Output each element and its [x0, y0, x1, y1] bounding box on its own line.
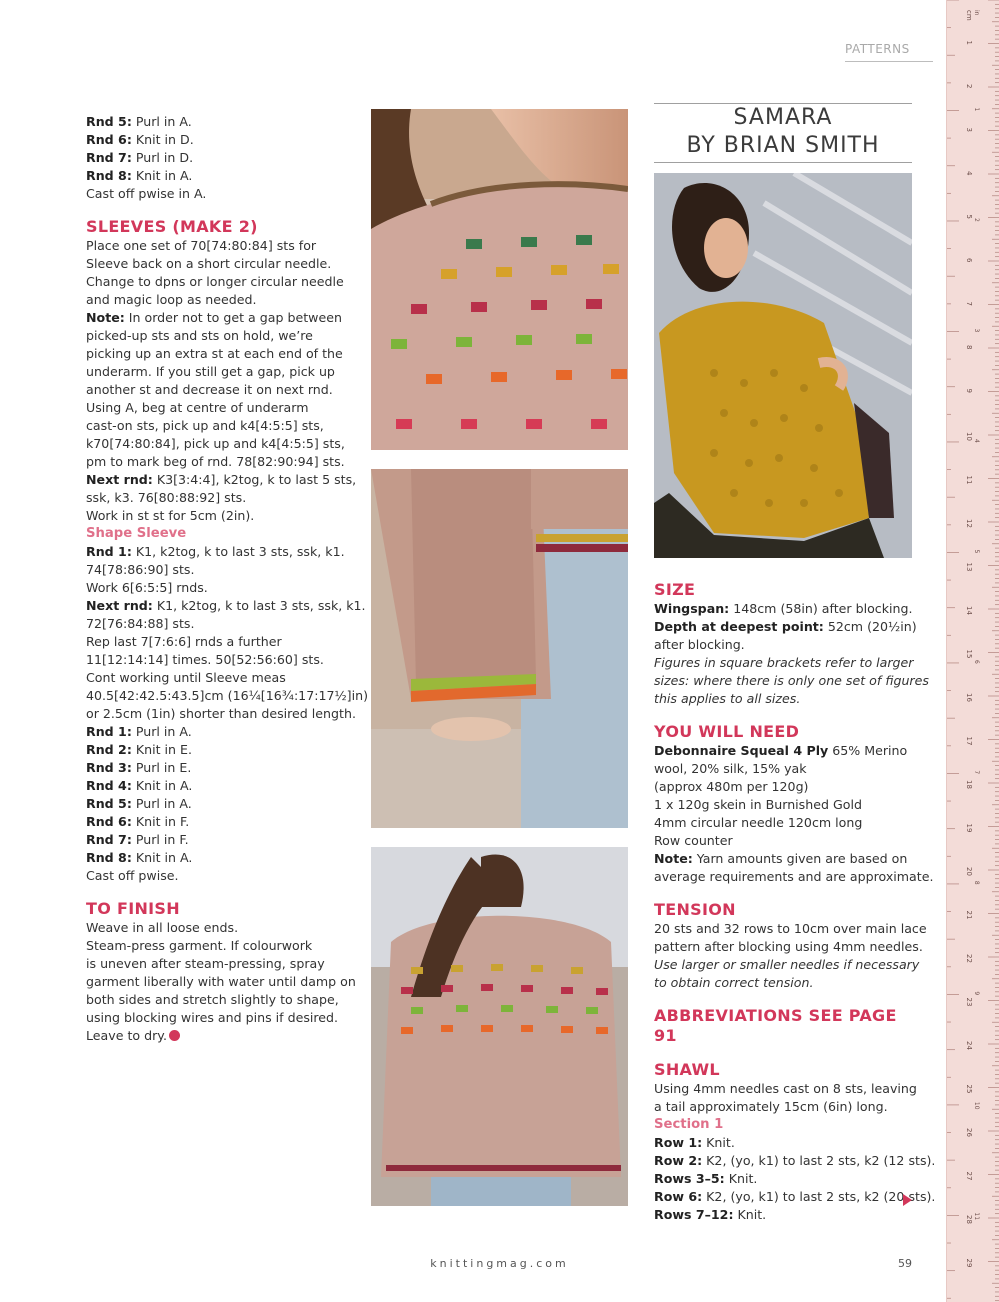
finish-heading: TO FINISH	[86, 899, 180, 918]
line-text: and magic loop as needed.	[86, 292, 257, 307]
text-line	[654, 654, 916, 672]
text-line	[86, 453, 348, 471]
ruler-cm-label: 5	[965, 214, 973, 219]
size-heading: SIZE	[654, 580, 696, 599]
ruler-in-label: 2	[973, 217, 980, 222]
ruler-in-label: 7	[973, 770, 980, 775]
text-line	[654, 742, 916, 760]
text-line	[86, 507, 348, 525]
text-line	[86, 1009, 348, 1027]
page-number: 59	[898, 1257, 912, 1270]
line-text: ssk, k3. 76[80:88:92] sts.	[86, 490, 247, 505]
line-text: Purl in D.	[131, 150, 194, 165]
text-line	[654, 1152, 936, 1170]
tension-lines	[654, 920, 927, 992]
text-line	[86, 185, 348, 203]
shape-sleeve-lines	[86, 543, 368, 885]
ruler-cm-label: 17	[965, 736, 973, 746]
text-line	[654, 1080, 916, 1098]
text-line	[654, 974, 916, 992]
text-line	[654, 600, 916, 618]
line-text: Cast off pwise in A.	[86, 186, 207, 201]
ruler-in-label: 1	[973, 107, 980, 112]
text-line	[86, 723, 348, 741]
line-text: pattern after blocking using 4mm needles.	[654, 939, 923, 954]
inline-label: Note:	[86, 310, 125, 325]
ruler-cm-label: 3	[965, 127, 973, 132]
inline-label: Wingspan:	[654, 601, 730, 616]
inline-label: Rnd 1:	[86, 724, 132, 739]
line-text: Knit in A.	[131, 778, 193, 793]
line-text: (approx 480m per 120g)	[654, 779, 809, 794]
line-text: Figures in square brackets refer to larger	[654, 655, 914, 670]
text-line	[86, 1027, 348, 1045]
text-line	[654, 796, 916, 814]
text-line	[86, 131, 348, 149]
line-text: 40.5[42:42.5:43.5]cm (16¼[16¾:17:17½]in)	[86, 688, 368, 703]
line-text: In order not to get a gap between	[124, 310, 342, 325]
side-ruler	[946, 0, 999, 1302]
inline-label: Rnd 8:	[86, 168, 132, 183]
ruler-cm-label: 9	[965, 388, 973, 393]
ruler-cm-label: 6	[965, 258, 973, 263]
inline-label: Row 1:	[654, 1135, 703, 1150]
text-line	[654, 778, 916, 796]
text-line	[86, 237, 348, 255]
ruler-cm-label: 2	[965, 84, 973, 89]
line-text: Work 6[6:5:5] rnds.	[86, 580, 208, 595]
ruler-in-label: 9	[973, 991, 980, 996]
text-line	[86, 435, 348, 453]
finish-lines	[86, 919, 356, 1045]
line-text: 74[78:86:90] sts.	[86, 562, 195, 577]
text-line	[654, 760, 916, 778]
line-text: Steam-press garment. If colourwork	[86, 938, 313, 953]
inline-label: Next rnd:	[86, 598, 153, 613]
text-line	[86, 113, 348, 131]
line-text: Use larger or smaller needles if necessary	[654, 957, 920, 972]
left-text-column	[86, 113, 368, 1045]
ruler-cm-label: 24	[965, 1041, 973, 1050]
photo-sleeve-cuff	[371, 469, 628, 828]
pattern-title: SAMARA	[733, 105, 833, 130]
inline-label: Rnd 7:	[86, 832, 132, 847]
line-text: K1, k2tog, k to last 3 sts, ssk, k1.	[152, 598, 366, 613]
line-text: Leave to dry.	[86, 1028, 167, 1043]
text-line	[86, 149, 348, 167]
inline-label: Rnd 5:	[86, 796, 132, 811]
inline-label: Rows 7–12:	[654, 1207, 734, 1222]
text-line	[86, 399, 348, 417]
inline-label: Debonnaire Squeal 4 Ply	[654, 743, 829, 758]
text-line	[86, 381, 348, 399]
shawl-heading: SHAWL	[654, 1060, 720, 1079]
text-line	[86, 345, 348, 363]
line-text: 11[12:14:14] times. 50[52:56:60] sts.	[86, 652, 324, 667]
text-line	[86, 795, 348, 813]
text-line	[86, 167, 348, 185]
text-line	[654, 636, 916, 654]
photo-yoke-closeup	[371, 109, 628, 450]
line-text: Knit.	[724, 1171, 758, 1186]
line-text: 52cm (20½in)	[823, 619, 917, 634]
ruler-cm-label: 14	[965, 606, 973, 615]
ruler-in-label: 8	[973, 880, 980, 885]
ruler-cm-label: 10	[965, 432, 973, 441]
line-text: k70[74:80:84], pick up and k4[4:5:5] sts,	[86, 436, 345, 451]
line-text: 1 x 120g skein in Burnished Gold	[654, 797, 862, 812]
title-bottom-rule	[654, 162, 912, 163]
line-text: Purl in A.	[131, 114, 192, 129]
shawl-lines	[654, 1080, 916, 1116]
ruler-in-label: 11	[973, 1212, 980, 1221]
line-text: Yarn amounts given are based on	[692, 851, 908, 866]
ruler-cm-label: 27	[965, 1171, 973, 1181]
text-line	[86, 759, 348, 777]
line-text: cast-on sts, pick up and k4[4:5:5] sts,	[86, 418, 324, 433]
you-will-need-lines	[654, 742, 934, 886]
you-will-need-heading: YOU WILL NEED	[654, 722, 800, 741]
line-text: Weave in all loose ends.	[86, 920, 239, 935]
line-text: Row counter	[654, 833, 733, 848]
text-line	[86, 973, 356, 991]
text-line	[86, 615, 348, 633]
text-line	[86, 597, 366, 615]
ruler-cm-label: 8	[965, 345, 973, 350]
line-text: Knit in A.	[131, 168, 193, 183]
sleeves-lines	[86, 237, 357, 525]
text-line	[86, 561, 348, 579]
line-text: Sleeve back on a short circular needle.	[86, 256, 332, 271]
line-text: both sides and stretch slightly to shape,	[86, 992, 339, 1007]
line-text: Knit in D.	[131, 132, 194, 147]
right-text-column	[654, 580, 936, 1224]
ruler-in-label: 10	[973, 1101, 980, 1110]
section-1-heading: Section 1	[654, 1117, 724, 1132]
text-line	[86, 651, 348, 669]
continue-arrow-icon	[903, 1194, 912, 1206]
text-line	[86, 633, 348, 651]
line-text: Knit in E.	[131, 742, 193, 757]
ruler-cm-label: 19	[965, 823, 973, 833]
text-line	[86, 273, 348, 291]
text-line	[86, 471, 357, 489]
photo-shawl-model	[654, 173, 912, 558]
line-text: Purl in F.	[131, 832, 189, 847]
text-line	[86, 955, 348, 973]
line-text: a tail approximately 15cm (6in) long.	[654, 1099, 888, 1114]
line-text: K2, (yo, k1) to last 2 sts, k2 (12 sts).	[702, 1153, 936, 1168]
inline-label: Rows 3–5:	[654, 1171, 725, 1186]
ruler-cm-label: 21	[965, 910, 973, 920]
inline-label: Rnd 6:	[86, 132, 132, 147]
ruler-cm-label: 25	[965, 1084, 973, 1094]
line-text: 65% Merino	[828, 743, 908, 758]
line-text: this applies to all sizes.	[654, 691, 801, 706]
inline-label: Row 2:	[654, 1153, 703, 1168]
ruler-cm-label: 26	[965, 1128, 973, 1137]
text-line	[86, 543, 348, 561]
line-text: average requirements and are approximate.	[654, 869, 934, 884]
intro-lines	[86, 113, 348, 203]
line-text: Knit.	[702, 1135, 735, 1150]
text-line	[86, 705, 356, 723]
ruler-cm-label: 15	[965, 649, 973, 659]
line-text: to obtain correct tension.	[654, 975, 814, 990]
line-text: another st and decrease it on next rnd.	[86, 382, 333, 397]
tension-heading: TENSION	[654, 900, 736, 919]
line-text: Purl in A.	[131, 724, 192, 739]
line-text: Cont working until Sleeve meas	[86, 670, 286, 685]
ruler-cm-label: 20	[965, 867, 973, 876]
text-line	[86, 867, 348, 885]
text-line	[654, 956, 920, 974]
line-text: Change to dpns or longer circular needle	[86, 274, 344, 289]
text-line	[654, 1098, 916, 1116]
pattern-designer: BY BRIAN SMITH	[686, 133, 880, 158]
text-line	[86, 937, 348, 955]
ruler-in-label: 6	[973, 659, 980, 664]
ruler-cm-label: 11	[965, 475, 973, 485]
text-line	[654, 618, 916, 636]
text-line	[654, 832, 916, 850]
ruler-cm-label: 28	[965, 1215, 973, 1224]
line-text: Knit in F.	[131, 814, 190, 829]
ruler-cm-label: 18	[965, 780, 973, 789]
text-line	[86, 831, 348, 849]
line-text: picking up an extra st at each end of the	[86, 346, 343, 361]
text-line	[86, 579, 348, 597]
ruler-cm-label: 16	[965, 693, 973, 702]
inline-label: Rnd 4:	[86, 778, 132, 793]
line-text: picked-up sts and sts on hold, we’re	[86, 328, 313, 343]
line-text: underarm. If you still get a gap, pick up	[86, 364, 335, 379]
text-line	[86, 489, 348, 507]
size-lines	[654, 600, 929, 708]
text-line	[86, 669, 348, 687]
text-line	[654, 1134, 916, 1152]
ruler-in-unit: in	[973, 10, 980, 16]
inline-label: Note:	[654, 851, 693, 866]
shape-sleeve-heading: Shape Sleeve	[86, 526, 187, 541]
line-text: K3[3:4:4], k2tog, k to last 5 sts,	[152, 472, 357, 487]
line-text: Knit in A.	[131, 850, 193, 865]
line-text: Work in st st for 5cm (2in).	[86, 508, 255, 523]
line-text: after blocking.	[654, 637, 745, 652]
text-line	[654, 672, 929, 690]
text-line	[86, 327, 348, 345]
text-line	[86, 255, 348, 273]
ruler-cm-label: 22	[965, 954, 973, 963]
ruler-cm-label: 4	[965, 171, 973, 176]
text-line	[654, 920, 927, 938]
line-text: Using A, beg at centre of underarm	[86, 400, 309, 415]
text-line	[86, 741, 348, 759]
section-tag-divider	[845, 61, 933, 62]
line-text: K2, (yo, k1) to last 2 sts, k2 (20 sts).	[702, 1189, 936, 1204]
yarn-ball-icon	[169, 1030, 180, 1041]
line-text: Purl in A.	[131, 796, 192, 811]
text-line	[654, 1206, 916, 1224]
footer-url: knittingmag.com	[430, 1257, 569, 1270]
inline-label: Next rnd:	[86, 472, 153, 487]
line-text: 4mm circular needle 120cm long	[654, 815, 863, 830]
line-text: 20 sts and 32 rows to 10cm over main lace	[654, 921, 927, 936]
line-text: using blocking wires and pins if desired.	[86, 1010, 339, 1025]
sleeves-heading: SLEEVES (MAKE 2)	[86, 217, 258, 236]
text-line	[654, 814, 916, 832]
line-text: Place one set of 70[74:80:84] sts for	[86, 238, 317, 253]
line-text: wool, 20% silk, 15% yak	[654, 761, 807, 776]
ruler-cm-label: 23	[965, 997, 973, 1007]
inline-label: Rnd 8:	[86, 850, 132, 865]
text-line	[86, 291, 348, 309]
line-text: or 2.5cm (1in) shorter than desired length.	[86, 706, 356, 721]
line-text: sizes: where there is only one set of figures	[654, 673, 929, 688]
text-line	[86, 991, 348, 1009]
text-line	[86, 777, 348, 795]
line-text: Cast off pwise.	[86, 868, 179, 883]
inline-label: Rnd 2:	[86, 742, 132, 757]
text-line	[654, 868, 934, 886]
text-line	[86, 417, 348, 435]
line-text: Knit.	[733, 1207, 767, 1222]
line-text: 72[76:84:88] sts.	[86, 616, 195, 631]
ruler-in-label: 5	[973, 549, 980, 554]
inline-label: Rnd 5:	[86, 114, 132, 129]
ruler-cm-label: 12	[965, 519, 973, 528]
abbreviations-heading: ABBREVIATIONS SEE PAGE 91	[654, 1006, 897, 1045]
photo-sweater-back	[371, 847, 628, 1206]
inline-label: Rnd 7:	[86, 150, 132, 165]
inline-label: Rnd 1:	[86, 544, 132, 559]
inline-label: Row 6:	[654, 1189, 703, 1204]
text-line	[654, 1188, 936, 1206]
ruler-cm-label: 7	[965, 301, 973, 306]
ruler-cm-label: 13	[965, 562, 973, 572]
text-line	[86, 363, 348, 381]
inline-label: Rnd 3:	[86, 760, 132, 775]
text-line	[86, 919, 348, 937]
text-line	[654, 690, 916, 708]
text-line	[86, 687, 368, 705]
text-line	[654, 850, 916, 868]
text-line	[86, 849, 348, 867]
ruler-in-label: 4	[973, 438, 980, 443]
text-line	[86, 813, 348, 831]
section-1-lines	[654, 1134, 936, 1224]
ruler-cm-unit: cm	[965, 10, 973, 21]
line-text: Rep last 7[7:6:6] rnds a further	[86, 634, 282, 649]
ruler-in-label: 3	[973, 328, 980, 333]
ruler-cm-label: 1	[965, 40, 973, 45]
line-text: pm to mark beg of rnd. 78[82:90:94] sts.	[86, 454, 345, 469]
inline-label: Depth at deepest point:	[654, 619, 824, 634]
inline-label: Rnd 6:	[86, 814, 132, 829]
line-text: is uneven after steam-pressing, spray	[86, 956, 325, 971]
line-text: Purl in E.	[131, 760, 192, 775]
text-line	[654, 1170, 916, 1188]
line-text: garment liberally with water until damp on	[86, 974, 356, 989]
line-text: 148cm (58in) after blocking.	[729, 601, 913, 616]
text-line	[86, 309, 348, 327]
ruler-cm-label: 29	[965, 1258, 973, 1268]
line-text: K1, k2tog, k to last 3 sts, ssk, k1.	[131, 544, 345, 559]
line-text: Using 4mm needles cast on 8 sts, leaving	[654, 1081, 917, 1096]
section-tag: PATTERNS	[845, 42, 910, 56]
text-line	[654, 938, 923, 956]
